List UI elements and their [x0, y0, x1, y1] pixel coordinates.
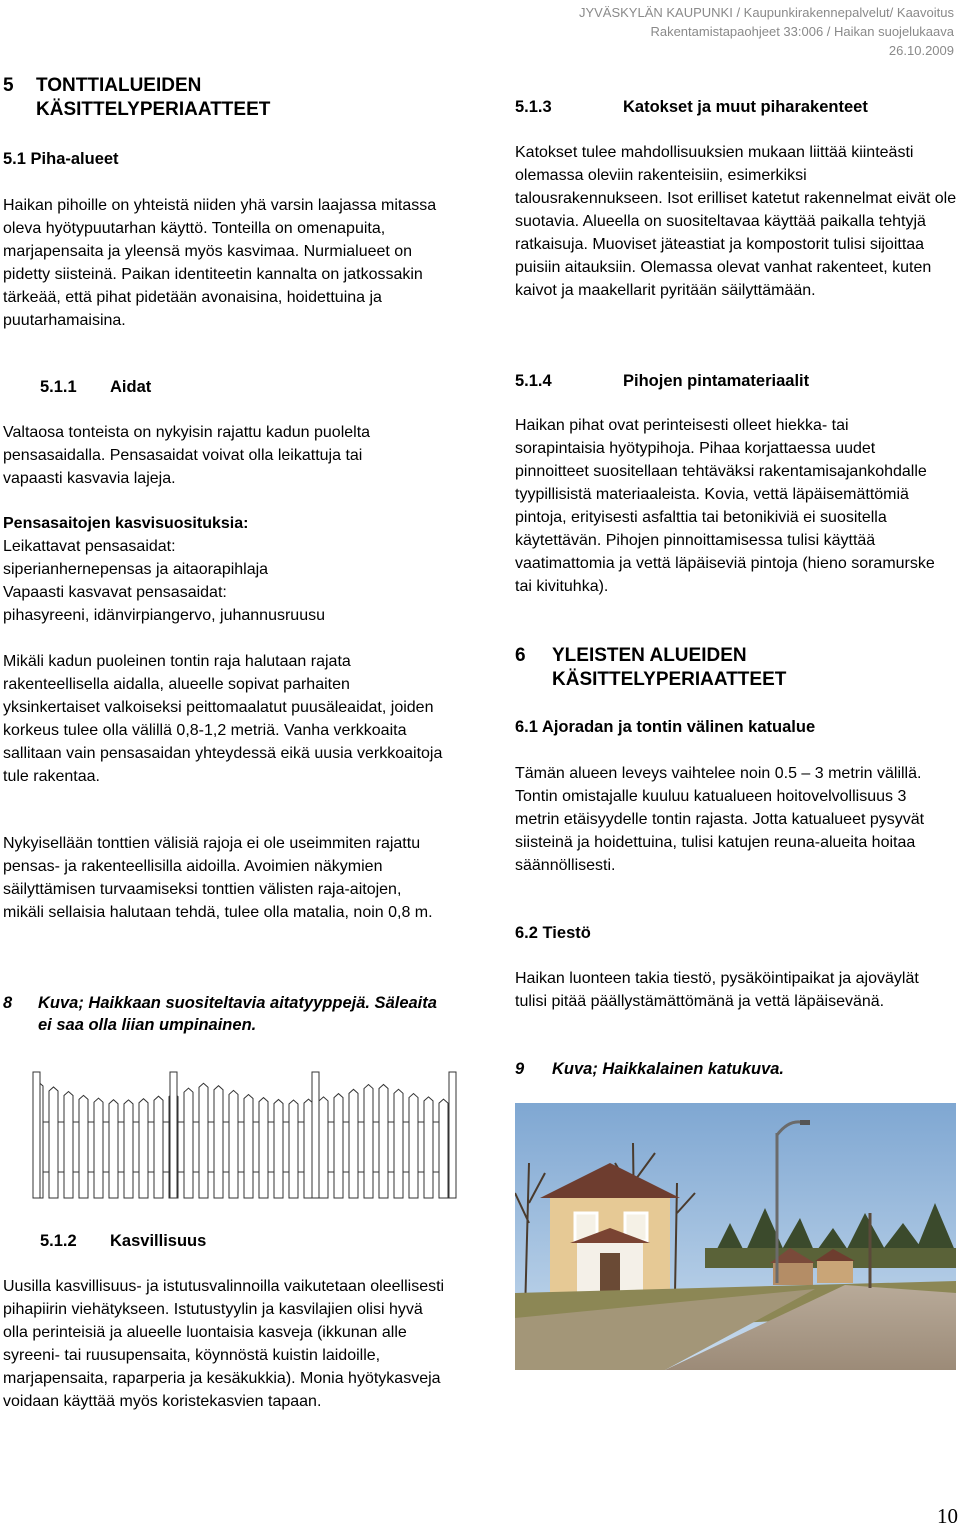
- fence-picket: [424, 1097, 433, 1198]
- fence-drawing: [30, 1062, 460, 1202]
- recommendation-line-3: Vapaasti kasvavat pensasaidat:: [3, 584, 227, 601]
- fence-picket: [154, 1096, 163, 1198]
- street-scene: [515, 1103, 956, 1370]
- paragraph-pintamateriaalit: Haikan pihat ovat perinteisesti olleet hiekka- tai sorapintaisia hyötypihoja. Pihaa korjattaessa uudet pinnoitteet suositellaan tehtäväksi rakentamisajankohdalle tyypillisistä materiaaleista. Kovia, vettä läpäisemättömiä pintoja, erityisesti asfalttia tai betonikiviä ei suositella käytettävän. Pihojen pinnoittamisessa tulisi käyttää vaatimattomia ja vettä läpäiseviä pintoja (hieno soramurske tai kivituhka).: [515, 417, 935, 595]
- figure-9-caption-text: Kuva; Haikkalainen katukuva.: [552, 1060, 785, 1078]
- section-5-1-1-heading: [40, 376, 340, 398]
- paragraph-katokset: Katokset tulee mahdollisuuksien mukaan liittää kiinteästi olemassa oleviin rakenteisiin, esimerkiksi talousrakennukseen. Isot erilliset katetut rakennelmat eivät ole suotavia. Alueella on suositeltavaa käyttää paikalla tehtyjä ratkaisuja. Muoviset jäteastiat ja kompostorit tulisi sijoittaa puisiin aitauksiin. Olemassa olevat vanhat rakenteet, kuten kaivot ja maakellarit pyritään säilyttämään.: [515, 144, 957, 299]
- fence-picket: [409, 1094, 418, 1198]
- fence-picket: [439, 1099, 448, 1198]
- fence-picket: [124, 1100, 133, 1198]
- section-5-number: 5: [3, 75, 14, 96]
- hedge-recommendations: [3, 512, 448, 627]
- fence-post: [170, 1072, 177, 1198]
- fence-picket: [109, 1100, 118, 1198]
- fence-types-figure: [30, 1062, 460, 1202]
- recommendation-line-4: pihasyreeni, idänvirpiangervo, juhannusruusu: [3, 607, 325, 624]
- fence-picket: [184, 1088, 193, 1198]
- recommendations-title: Pensasaitojen kasvisuosituksia:: [3, 515, 249, 532]
- paragraph-tiesto: Haikan luonteen takia tiestö, pysäköintipaikat ja ajoväylät tulisi pitää päällystämättömänä ja vettä läpäisevänä.: [515, 970, 919, 1010]
- section-5-1-3-heading: [515, 96, 955, 118]
- fence-picket: [79, 1095, 88, 1198]
- header-line-1: JYVÄSKYLÄN KAUPUNKI / Kaupunkirakennepalvelut/ Kaavoitus: [578, 5, 954, 20]
- figure-9-number: 9: [515, 1060, 525, 1078]
- recommendation-line-2: siperianhernepensas ja aitaorapihlaja: [3, 561, 269, 578]
- fence-picket: [64, 1092, 73, 1198]
- paragraph-katualue: Tämän alueen leveys vaihtelee noin 0.5 – 3 metrin välillä. Tontin omistajalle kuuluu katualueen hoitovelvollisuus 3 metrin etäisyydelle tontin rajasta. Jotta katualueet pysyvät siisteinä ja hoidettuina, tulisi katujen reuna-alueita hoitaa säännöllisesti.: [515, 765, 925, 874]
- figure-8-caption: [3, 992, 453, 1038]
- fence-picket: [274, 1099, 283, 1198]
- section-5-1-2-title: Kasvillisuus: [110, 1232, 207, 1250]
- fence-picket: [214, 1086, 223, 1198]
- fence-picket: [94, 1098, 103, 1198]
- paragraph-structural-fence: Mikäli kadun puoleinen tontin raja halutaan rajata rakenteellisella aidalla, alueelle sopivat parhaiten yksinkertaiset valkoiseksi peittomaalatut puusäleaidat, joiden korkeus tulee olla välillä 0,8-1,2 metriä. Vanha verkkoaita sallitaan vain pensasaidan yhteydessä eikä uusia verkkoaitoja tule rakentaa.: [3, 653, 443, 785]
- fence-picket: [364, 1085, 373, 1198]
- fence-picket: [229, 1090, 238, 1198]
- fence-post: [312, 1072, 319, 1198]
- section-5-1-4-title: Pihojen pintamateriaalit: [623, 372, 810, 390]
- section-6-number: 6: [515, 645, 526, 666]
- street-photo: [515, 1103, 956, 1370]
- section-6-heading: [515, 644, 955, 694]
- fence-post: [33, 1072, 40, 1198]
- section-6-2-heading: 6.2 Tiestö: [515, 924, 591, 942]
- figure-8-caption-text: Kuva; Haikkaan suositeltavia aitatyyppejä. Säleaita ei saa olla liian umpinainen.: [38, 994, 437, 1034]
- paragraph-piha-alueet: Haikan pihoille on yhteistä niiden yhä varsin laajassa mitassa oleva hyötypuutarhan käyttö. Tonteilla on omenapuita, marjapensaita ja yleensä myös kasvimaa. Nurmialueet on pidetty siisteinä. Paikan identiteetin kannalta on jatkossakin tärkeää, että pihat pidetään avonaisina, hoidettuina ja puutarhamaisina.: [3, 197, 437, 329]
- section-5-1-4-heading: [515, 370, 955, 392]
- section-5-1-1-number: 5.1.1: [40, 378, 77, 396]
- figure-8-number: 8: [3, 994, 13, 1012]
- fence-picket: [289, 1100, 298, 1198]
- fence-picket: [319, 1097, 328, 1198]
- running-header: [579, 3, 954, 60]
- fence-picket: [49, 1087, 58, 1198]
- fence-picket: [139, 1099, 148, 1198]
- section-5-title: TONTTIALUEIDEN KÄSITTELYPERIAATTEET: [36, 75, 271, 120]
- section-6-1-heading: 6.1 Ajoradan ja tontin välinen katualue: [515, 718, 816, 736]
- header-line-2: Rakentamistapaohjeet 33:006 / Haikan suojelukaava: [650, 24, 954, 39]
- fence-picket: [394, 1089, 403, 1198]
- fence-picket: [334, 1094, 343, 1198]
- paragraph-boundary-fences: Nykyisellään tonttien välisiä rajoja ei ole useimmiten rajattu pensas- ja rakenteellisilla aidoilla. Avoimien näkymien säilyttämisen turvaamiseksi tonttien välisten raja-aitojen, mikäli sellaisia halutaan tehdä, tulee olla matalia, noin 0,8 m.: [3, 835, 433, 921]
- section-5-1-heading: 5.1 Piha-alueet: [3, 150, 119, 168]
- section-5-1-1-title: Aidat: [110, 378, 152, 396]
- fence-picket: [259, 1098, 268, 1198]
- figure-9-caption: [515, 1058, 955, 1080]
- fence-post: [449, 1072, 456, 1198]
- recommendation-line-1: Leikattavat pensasaidat:: [3, 538, 176, 555]
- page-number: 10: [937, 1504, 958, 1528]
- section-5-1-3-title: Katokset ja muut piharakenteet: [623, 98, 868, 116]
- fence-picket: [379, 1084, 388, 1198]
- paragraph-aidat: Valtaosa tonteista on nykyisin rajattu kadun puolelta pensasaidalla. Pensasaidat voivat olla leikattuja tai vapaasti kasvavia lajeja.: [3, 424, 371, 487]
- section-5-1-3-number: 5.1.3: [515, 98, 552, 116]
- section-5-1-2-heading: [40, 1230, 340, 1252]
- fence-picket: [349, 1089, 358, 1198]
- paragraph-kasvillisuus: Uusilla kasvillisuus- ja istutusvalinnoilla vaikutetaan oleellisesti pihapiirin viehätykseen. Istutustyylin ja kasvilajien olisi hyvä olla perinteisiä ja alueelle luontaisia kasveja (ikkunan alle syreeni- tai ruusupensaita, köynnöstä kuistin laidoille, marjapensaita, raparperia ja kesäkukkia). Monia hyötykasveja voidaan käyttää myös koristekasvien tapaan.: [3, 1278, 445, 1410]
- header-line-3: 26.10.2009: [888, 43, 954, 58]
- section-5-1-4-number: 5.1.4: [515, 372, 552, 390]
- section-5-1-2-number: 5.1.2: [40, 1232, 77, 1250]
- fence-picket: [244, 1094, 253, 1198]
- fence-picket: [199, 1083, 208, 1198]
- section-6-title: YLEISTEN ALUEIDEN KÄSITTELYPERIAATTEET: [552, 645, 787, 690]
